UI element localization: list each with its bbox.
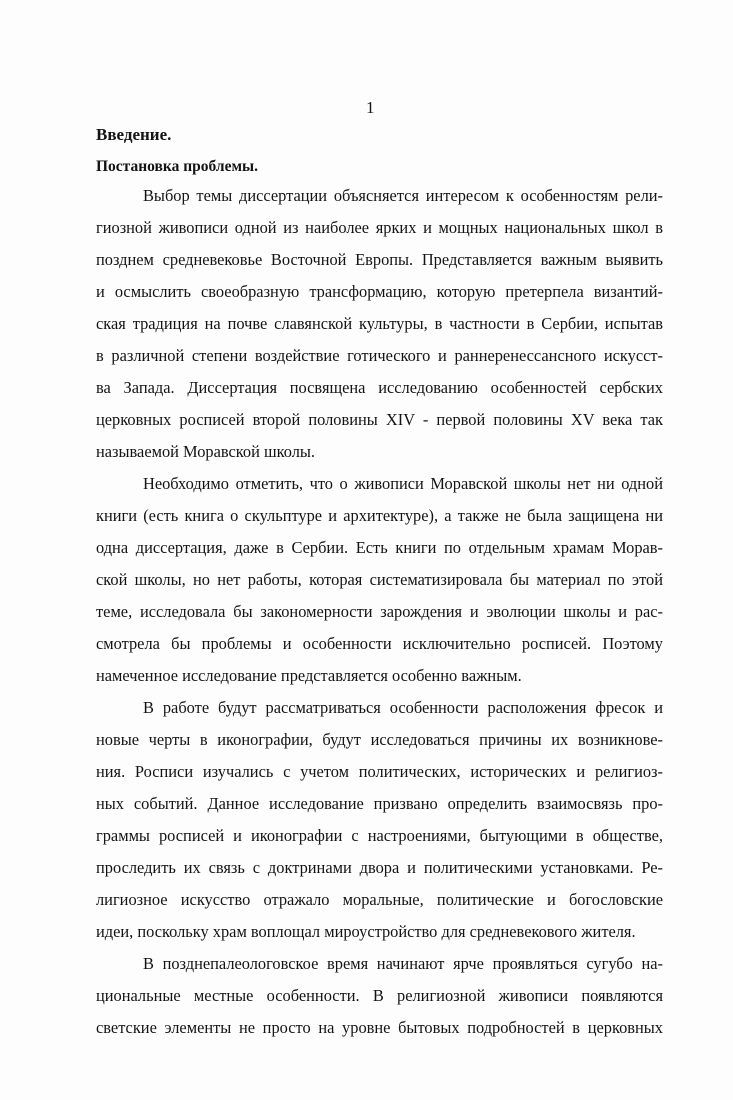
- page-number: 1: [366, 98, 375, 117]
- text-line: ской школы, но нет работы, которая систематизировала бы материал по этой: [96, 570, 663, 589]
- text-line: одна диссертация, даже в Сербии. Есть книги по отдельным храмам Морав-: [96, 538, 663, 557]
- text-line: в различной степени воздействие готического и раннеренессансного искусст-: [96, 346, 663, 365]
- text-line: В позднепалеологовское время начинают ярче проявляться сугубо на-: [143, 954, 663, 973]
- text-line: светские элементы не просто на уровне бытовых подробностей в церковных: [96, 1018, 663, 1037]
- subsection-heading: Постановка проблемы.: [96, 158, 259, 175]
- text-line: Выбор темы диссертации объясняется интересом к особенностям рели-: [143, 186, 663, 205]
- text-line: позднем средневековье Восточной Европы. Представляется важным выявить: [96, 250, 663, 269]
- text-line: теме, исследовала бы закономерности зарождения и эволюции школы и рас-: [96, 602, 663, 621]
- section-heading: Введение.: [96, 125, 172, 144]
- text-line: ва Запада. Диссертация посвящена исследованию особенностей сербских: [96, 378, 663, 397]
- text-line: Необходимо отметить, что о живописи Моравской школы нет ни одной: [143, 474, 663, 493]
- text-line: и осмыслить своеобразную трансформацию, которую претерпела византий-: [96, 282, 663, 301]
- text-line: ния. Росписи изучались с учетом политических, исторических и религиоз-: [96, 762, 663, 781]
- text-line: ных событий. Данное исследование призвано определить взаимосвязь про-: [96, 794, 663, 813]
- text-line: гиозной живописи одной из наиболее ярких и мощных национальных школ в: [96, 218, 663, 237]
- text-line: В работе будут рассматриваться особенности расположения фресок и: [143, 698, 663, 717]
- text-line: церковных росписей второй половины XIV - первой половины XV века так: [96, 410, 663, 429]
- text-line: циональные местные особенности. В религиозной живописи появляются: [96, 986, 663, 1005]
- text-line: смотрела бы проблемы и особенности исключительно росписей. Поэтому: [96, 634, 663, 653]
- text-line: идеи, поскольку храм воплощал мироустройство для средневекового жителя.: [96, 922, 636, 941]
- text-line: называемой Моравской школы.: [96, 442, 316, 461]
- text-line: намеченное исследование представляется особенно важным.: [96, 666, 522, 685]
- text-line: проследить их связь с доктринами двора и политическими установками. Ре-: [96, 858, 663, 877]
- text-line: книги (есть книга о скульптуре и архитектуре), а также не была защищена ни: [96, 506, 663, 525]
- text-line: лигиозное искусство отражало моральные, политические и богословские: [96, 890, 663, 909]
- text-line: новые черты в иконографии, будут исследоваться причины их возникнове-: [96, 730, 663, 749]
- text-line: ская традиция на почве славянской культуры, в частности в Сербии, испытав: [96, 314, 663, 333]
- text-line: граммы росписей и иконографии с настроениями, бытующими в обществе,: [96, 826, 663, 845]
